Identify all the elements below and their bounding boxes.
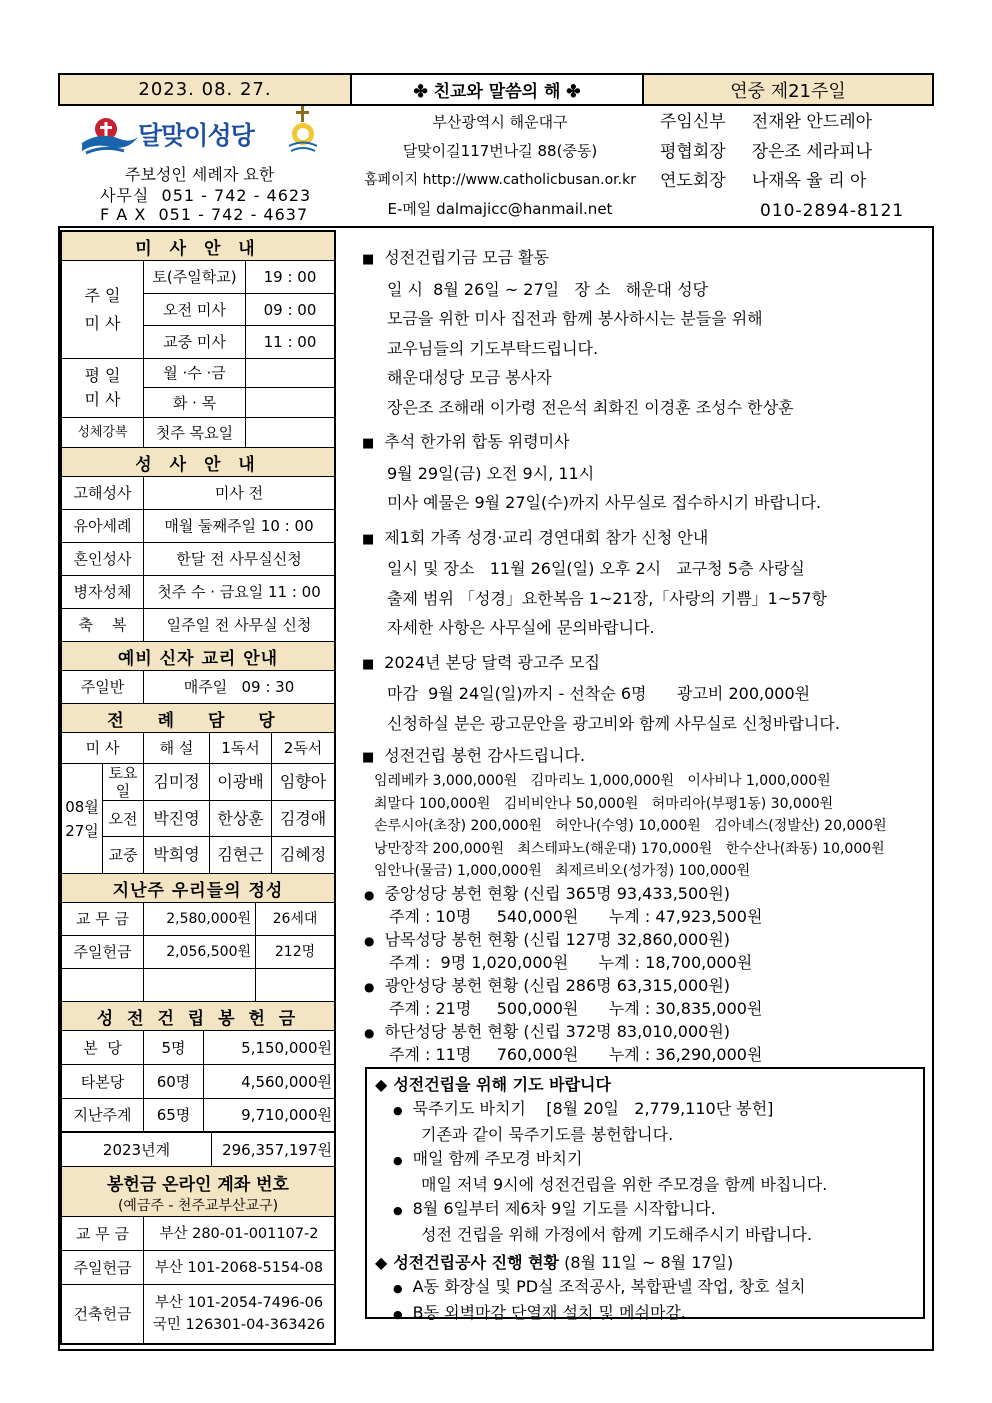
notice-heading: ■ 제1회 가족 성경·교리 경연대회 참가 신청 안내 <box>362 523 932 555</box>
donor-line: 임안나(물금) 1,000,000원 최제르비오(성가정) 100,000원 <box>374 863 751 879</box>
header-bar <box>58 73 934 106</box>
account-type: 건축헌금 <box>62 1285 144 1343</box>
office-label: 사무실 <box>100 186 150 205</box>
sacrament-info: 매월 둘째주일 10 : 00 <box>164 517 314 535</box>
email[interactable]: E-메일 dalmajicc@hanmail.net <box>387 200 613 218</box>
sacrament-title: 성 사 안 내 <box>62 448 334 477</box>
offering-type: 교 무 금 <box>62 903 144 935</box>
year-total-amount: 296,357,197원 <box>222 1140 332 1159</box>
account-number[interactable]: 부산 280-01-001107-2 <box>159 1225 319 1242</box>
construction-title: ◆ 성전건립공사 진행 현황 <box>375 1253 559 1272</box>
donor-line: 임레베카 3,000,000원 김마리노 1,000,000원 이사비나 1,000,000원 <box>374 773 831 789</box>
liturgy-mass: 오전 <box>103 801 144 836</box>
notice-line: 출제 범위 「성경」요한복음 1~21장,「사랑의 기쁨」1~57항 <box>387 588 828 608</box>
account-type: 교 무 금 <box>62 1217 144 1250</box>
fund-amount: 5,150,000원 <box>241 1038 332 1057</box>
fund-count: 60명 <box>144 1065 204 1098</box>
mass-time <box>246 388 334 417</box>
liturgy-title: 전 례 담 당 <box>62 704 334 733</box>
parish-stat: ● 중앙성당 봉헌 현황 (신립 365명 93,433,500원) <box>364 883 932 907</box>
liturgy-cell: 김혜정 <box>279 845 327 864</box>
address-line-1: 부산광역시 해운대구 <box>432 113 568 131</box>
fax-number: 051 - 742 - 4637 <box>158 205 309 224</box>
accounts-holder: (예금주 - 천주교부산교구) <box>117 1198 279 1214</box>
liturgy-cell: 한상훈 <box>210 801 272 836</box>
sacrament-name: 병자성체 <box>62 576 144 608</box>
liturgical-week: 연중 제21주일 <box>642 75 932 104</box>
mass-title: 미 사 안 내 <box>62 232 334 261</box>
liturgy-col: 미 사 <box>62 733 144 763</box>
staff-role: 연도회장 <box>660 171 726 191</box>
weekday-mass <box>62 359 334 418</box>
liturgy-cell: 박진영 <box>144 801 210 836</box>
accounts-header <box>62 1167 334 1217</box>
liturgy-mass: 토요일 <box>103 764 144 800</box>
fund-count: 65명 <box>144 1099 204 1131</box>
sacrament-info: 일주일 전 사무실 신청 <box>166 616 312 634</box>
fax-row <box>100 205 308 224</box>
notice-heading: ■ 2024년 본당 달력 광고주 모집 <box>362 648 932 680</box>
mass-day: 월 ·수 ·금 <box>144 359 246 387</box>
catechism-title: 예비 신자 교리 안내 <box>62 642 334 671</box>
account-number[interactable]: 국민 126301-04-363426 <box>152 1317 326 1333</box>
notice-line: 9월 29일(금) 오전 9시, 11시 <box>387 463 595 483</box>
liturgy-cell: 임향아 <box>279 772 327 791</box>
notice-heading: ■ 성전건립 봉헌 감사드립니다. <box>362 743 932 770</box>
notice-line: 신청하실 분은 광고문안을 광고비와 함께 사무실로 신청바랍니다. <box>387 713 840 733</box>
sacrament-name: 혼인성사 <box>62 543 144 575</box>
parish-stat: ● 광안성당 봉헌 현황 (신립 286명 63,315,000원) <box>364 975 932 999</box>
homepage[interactable]: 홈페이지 http://www.catholicbusan.or.kr <box>364 172 636 188</box>
offering-count: 26세대 <box>272 911 318 927</box>
sacrament-name: 축 복 <box>62 609 144 641</box>
left-column <box>60 230 336 1345</box>
parish-stat: ● 하단성당 봉헌 현황 (신립 372명 83,010,000원) <box>364 1021 932 1045</box>
prayer-detail: 매일 저녁 9시에 성전건립을 위한 주모경을 함께 바칩니다. <box>421 1175 828 1194</box>
sunday-mass-label: 주 일 미 사 <box>62 261 144 358</box>
address-block <box>350 108 650 224</box>
offering-title: 지난주 우리들의 정성 <box>62 874 334 903</box>
construction-item: ● A동 화장실 및 PD실 조적공사, 복합판넬 작업, 창호 설치 <box>375 1275 915 1301</box>
parish-stat-detail: 주계 : 21명 500,000원 누계 : 30,835,000원 <box>389 999 763 1018</box>
notice-line: 마감 9월 24일(일)까지 - 선착순 6명 광고비 200,000원 <box>387 684 811 703</box>
staff-role: 주임신부 <box>660 112 726 132</box>
liturgy-cell: 박희영 <box>144 837 210 873</box>
prayer-item: ● 8월 6일부터 제6차 9일 기도를 시작합니다. <box>375 1197 915 1223</box>
fund-count: 5명 <box>144 1031 204 1064</box>
notices <box>362 243 932 1067</box>
liturgy-col: 해 설 <box>144 733 210 763</box>
parish-stat-detail: 주계 : 10명 540,000원 누계 : 47,923,500원 <box>389 907 763 926</box>
catechism-time: 매주일 09 : 30 <box>183 678 295 696</box>
construction-period: (8월 11일 ~ 8월 17일) <box>564 1253 734 1272</box>
account-type: 주일헌금 <box>62 1251 144 1284</box>
staff-row <box>660 167 910 197</box>
liturgy-date: 08월 27일 <box>62 764 103 873</box>
offering-amount: 2,056,500원 <box>144 936 256 968</box>
liturgy-body <box>62 764 334 874</box>
account-number[interactable]: 부산 101-2068-5154-08 <box>154 1259 324 1276</box>
fund-source: 본 당 <box>62 1031 144 1064</box>
sunday-mass-list <box>144 261 334 358</box>
donor-line: 최말다 100,000원 김비비안나 50,000원 허마리아(부평1동) 30,000원 <box>374 795 834 812</box>
liturgy-header <box>62 733 334 764</box>
adoration-label: 성체강복 <box>62 418 144 447</box>
donor-line: 낭만장작 200,000원 최스테파노(해운대) 170,000원 한수산나(좌동) 10,000원 <box>374 840 885 857</box>
notice-line: 일 시 8월 26일 ~ 27일 장 소 해운대 성당 <box>387 279 708 299</box>
fund-source: 지난주계 <box>62 1099 144 1131</box>
staff-row <box>660 108 910 138</box>
notice-line: 모금을 위한 미사 집전과 함께 봉사하시는 분들을 위해 <box>387 309 763 328</box>
sacrament-info: 미사 전 <box>214 484 264 502</box>
liturgy-cell: 이광배 <box>210 764 272 800</box>
cross-moon-icon <box>286 106 320 154</box>
staff-name: 전재완 안드레아 <box>751 112 873 132</box>
notice-line: 교우님들의 기도부탁드립니다. <box>387 338 599 358</box>
fund-amount: 9,710,000원 <box>241 1106 332 1124</box>
accounts-title: 봉헌금 온라인 계좌 번호 <box>107 1175 289 1195</box>
staff-name: 장은조 세라피나 <box>751 141 873 162</box>
construction-item: ● B동 외벽마감 단열재 설치 및 메쉬마감. <box>375 1301 915 1327</box>
parish-stat-detail: 주계 : 11명 760,000원 누계 : 36,290,000원 <box>389 1045 763 1064</box>
staff-phone: 010-2894-8121 <box>760 200 905 221</box>
notice-heading: ■ 추석 한가위 합동 위령미사 <box>362 427 932 459</box>
parish-stat-detail: 주계 : 9명 1,020,000원 누계 : 18,700,000원 <box>389 953 753 972</box>
offering-amount: 2,580,000원 <box>144 903 256 935</box>
mass-time: 11 : 00 <box>263 333 317 351</box>
liturgy-col: 2독서 <box>283 739 323 757</box>
staff-block <box>660 108 910 226</box>
notice-line: 자세한 사항은 사무실에 문의바랍니다. <box>387 618 655 637</box>
notice-line: 미사 예물은 9월 27일(수)까지 사무실로 접수하시기 바랍니다. <box>387 493 822 512</box>
notice-line: 해운대성당 모금 봉사자 <box>387 368 552 387</box>
mass-name: 오전 미사 <box>144 294 246 325</box>
mass-name: 토(주일학교) <box>144 261 246 293</box>
sacrament-info: 첫주 수 · 금요일 11 : 00 <box>157 583 321 601</box>
bulletin-date: 2023. 08. 27. <box>60 75 352 104</box>
donor-line: 손루시아(초장) 200,000원 허안나(수영) 10,000원 김아녜스(정발산) 20,000원 <box>374 818 887 834</box>
staff-row <box>660 138 910 168</box>
prayer-item: ● 묵주기도 바치기 [8월 20일 2,779,110단 봉헌] <box>375 1097 915 1123</box>
year-total-label: 2023년계 <box>62 1133 212 1166</box>
mass-name: 교중 미사 <box>144 326 246 358</box>
sunday-mass <box>62 261 334 359</box>
fund-source: 타본당 <box>62 1065 144 1098</box>
fax-label: F A X <box>100 205 147 224</box>
liturgy-cell: 김현근 <box>210 837 272 873</box>
prayer-title: ◆ 성전건립을 위해 기도 바랍니다 <box>375 1073 915 1097</box>
church-name: 달맞이성당 <box>138 121 254 150</box>
account-number[interactable]: 부산 101-2054-7496-06 <box>154 1295 324 1311</box>
liturgy-cell: 김미정 <box>144 764 210 800</box>
church-emblem-icon <box>80 113 140 158</box>
prayer-detail: 기존과 같이 묵주기도를 봉헌합니다. <box>421 1125 674 1144</box>
staff-role: 평협회장 <box>660 141 726 162</box>
prayer-item: ● 매일 함께 주모경 바치기 <box>375 1147 915 1173</box>
liturgy-cell: 김경애 <box>279 808 327 828</box>
liturgy-col: 1독서 <box>210 733 272 763</box>
staff-name: 나재옥 율 리 아 <box>751 171 867 191</box>
office-phone-row <box>100 183 311 206</box>
catechism-class: 주일반 <box>62 671 144 703</box>
adoration-value: 첫주 목요일 <box>144 418 246 447</box>
sacrament-name: 유아세례 <box>62 510 144 542</box>
office-phone: 051 - 742 - 4623 <box>161 186 312 205</box>
adoration-row <box>62 418 334 448</box>
mass-day: 화 · 목 <box>144 388 246 417</box>
mass-time <box>246 359 334 387</box>
offering-count: 212명 <box>274 944 316 960</box>
liturgy-mass: 교중 <box>103 837 144 873</box>
notice-line: 장은조 조해래 이가령 전은석 최화진 이경훈 조성수 한상훈 <box>387 397 794 417</box>
prayer-detail: 성전 건립을 위해 가정에서 함께 기도해주시기 바랍니다. <box>421 1225 813 1244</box>
church-logo <box>80 110 330 162</box>
address-line-2: 달맞이길117번나길 88(중동) <box>402 142 598 160</box>
building-fund-title: 성 전 건 립 봉 헌 금 <box>62 1002 334 1031</box>
offering-type: 주일헌금 <box>62 936 144 968</box>
weekday-mass-label: 평 일 미 사 <box>62 359 144 417</box>
mass-time: 19 : 00 <box>263 268 317 286</box>
sacrament-name: 고해성사 <box>62 477 144 509</box>
prayer-box <box>365 1067 925 1322</box>
sacrament-info: 한달 전 사무실신청 <box>176 550 302 568</box>
mass-time: 09 : 00 <box>263 300 317 319</box>
notice-heading: ■ 성전건립기금 모금 활동 <box>362 243 932 275</box>
parish-stat: ● 남목성당 봉헌 현황 (신립 127명 32,860,000원) <box>364 929 932 953</box>
fund-amount: 4,560,000원 <box>241 1072 332 1091</box>
notice-line: 일시 및 장소 11월 26일(일) 오후 2시 교구청 5층 사랑실 <box>387 559 805 578</box>
patron-saint: 주보성인 세례자 요한 <box>125 165 275 184</box>
year-motto: ✤ 친교와 말씀의 해 ✤ <box>413 82 581 102</box>
